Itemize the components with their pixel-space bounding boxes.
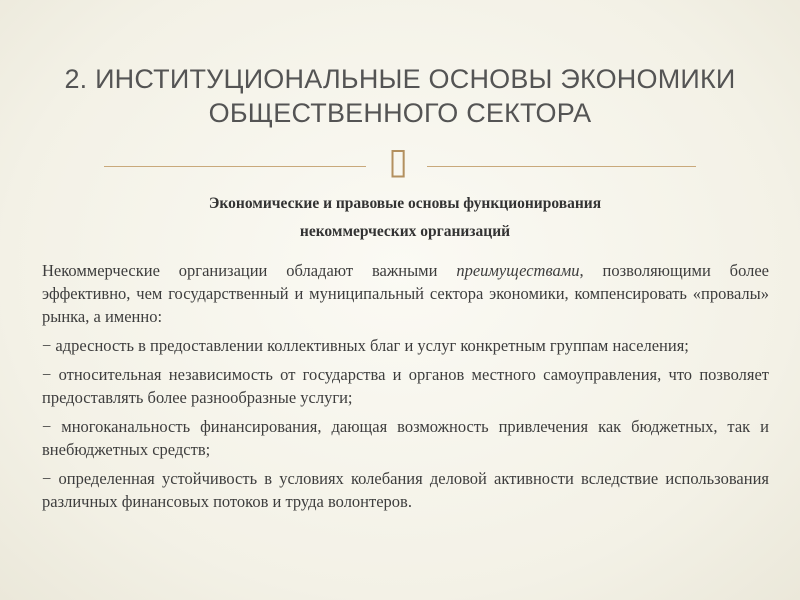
- slide-title-line-2: ОБЩЕСТВЕННОГО СЕКТОРА: [208, 98, 592, 128]
- intro-paragraph: [42, 259, 769, 328]
- subtitle-line-2: некоммерческих организаций: [299, 223, 511, 240]
- intro-emphasis: преимуществами: [456, 261, 580, 280]
- title-divider-right: [427, 166, 696, 167]
- section-subtitle: [40, 190, 770, 246]
- bullet-item: − адресность в предоставлении коллективных благ и услуг конкретным группам населения;: [42, 336, 689, 355]
- intro-text-after: , позволяющими более эффективно, чем государственный и муниципальный сектора экономики, компенсировать «провалы» рынка, а именно:: [42, 261, 769, 326]
- square-ornament-icon: ▯: [388, 141, 408, 182]
- slide-title-line-1: 2. ИНСТИТУЦИОНАЛЬНЫЕ ОСНОВЫ ЭКОНОМИКИ: [64, 64, 736, 94]
- bullet-item: − многоканальность финансирования, дающая возможность привлечения как бюджетных, так и внебюджетных средств;: [42, 417, 769, 459]
- slide-title: [0, 62, 800, 130]
- title-divider-left: [104, 166, 366, 167]
- bullet-item: − относительная независимость от государства и органов местного самоуправления, что позволяет предоставлять более разнообразные услуги;: [42, 365, 769, 407]
- bullet-item: − определенная устойчивость в условиях колебания деловой активности вследствие использования различных финансовых потоков и труда волонтеров.: [42, 469, 769, 511]
- body-text: [42, 259, 769, 519]
- subtitle-line-1: Экономические и правовые основы функционирования: [208, 195, 602, 212]
- intro-text-before: Некоммерческие организации обладают важными: [42, 261, 457, 280]
